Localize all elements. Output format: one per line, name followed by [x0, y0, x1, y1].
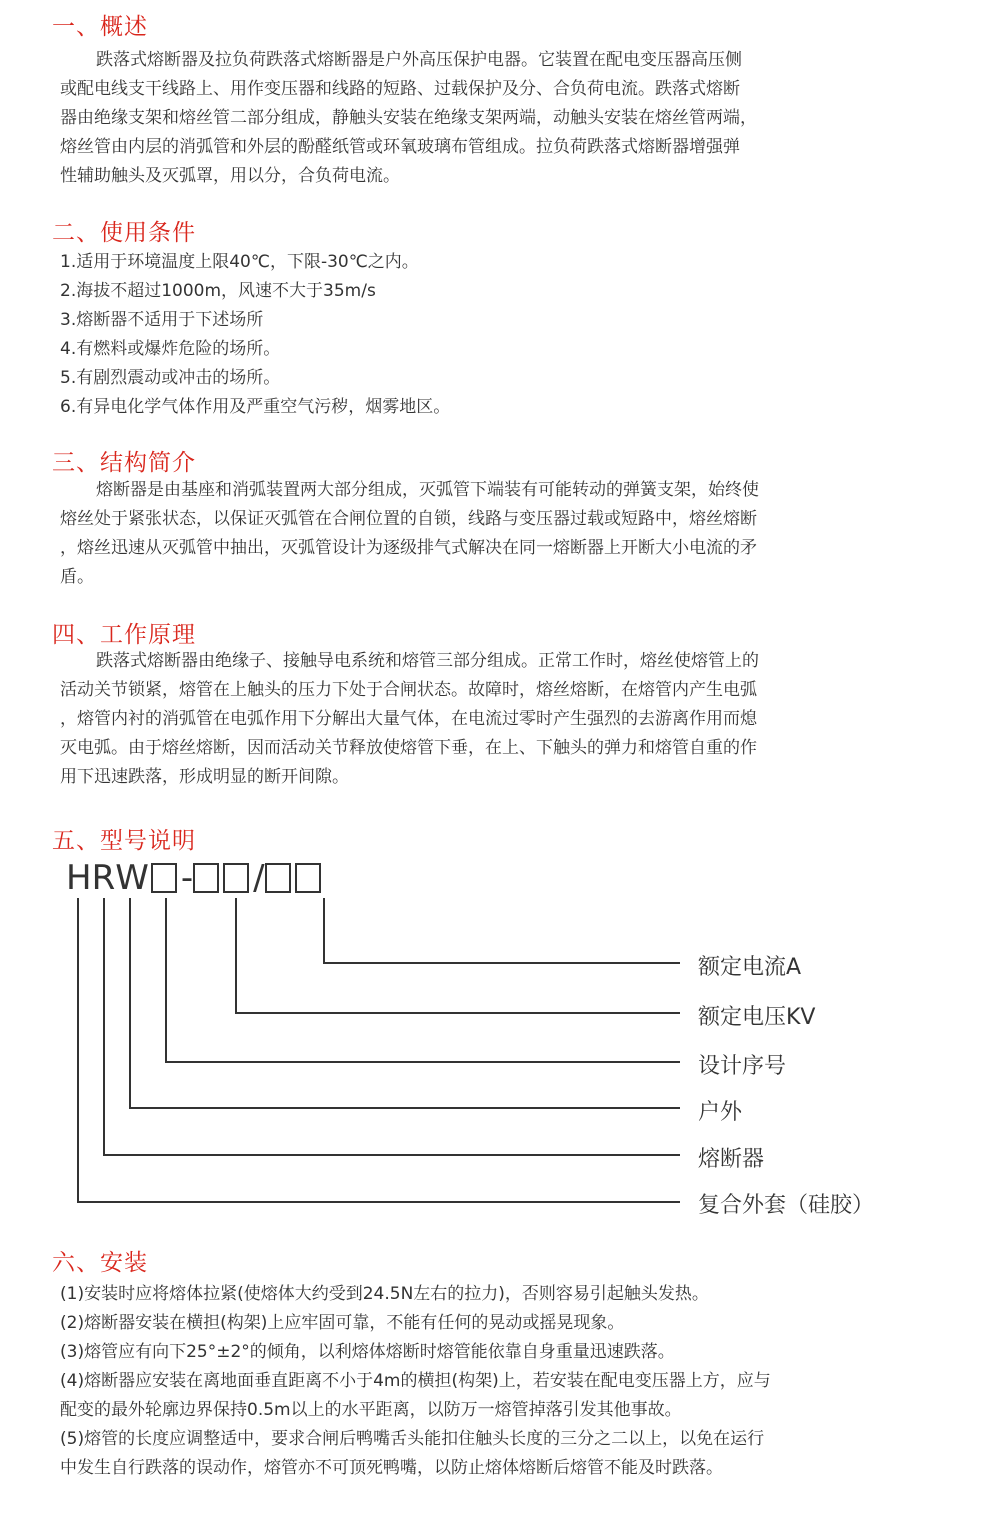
text-line: 或配电线支干线路上、用作变压器和线路的短路、过载保护及分、合负荷电流。跌落式熔断	[60, 79, 740, 99]
text-line: 跌落式熔断器及拉负荷跌落式熔断器是户外高压保护电器。它装置在配电变压器高压侧	[96, 50, 742, 70]
leader-line-outdoor	[130, 898, 680, 1108]
label-fuse: 熔断器	[698, 1147, 765, 1172]
label-composite-housing: 复合外套（硅胶）	[698, 1193, 875, 1218]
label-rated-voltage: 额定电压KV	[698, 1005, 816, 1030]
text-line: 性辅助触头及灭弧罩，用以分，合负荷电流。	[60, 166, 400, 186]
leader-line-fuse	[104, 898, 680, 1155]
section-title-installation: 六、安装	[52, 1250, 148, 1276]
text-line: 熔丝管由内层的消弧管和外层的酚醛纸管或环氧玻璃布管组成。拉负荷跌落式熔断器增强弹	[60, 137, 740, 157]
model-letter-h: H	[66, 858, 92, 898]
list-item: 中发生自行跌落的误动作，熔管亦不可顶死鸭嘴，以防止熔体熔断后熔管不能及时跌落。	[60, 1458, 723, 1478]
installation-list	[60, 1280, 880, 1483]
model-dash: -	[180, 858, 194, 898]
model-letter-w: W	[115, 858, 149, 898]
section-title-overview: 一、概述	[52, 14, 148, 40]
text-line: 盾。	[60, 567, 94, 587]
list-item: (4)熔断器应安装在离地面垂直距离不小于4m的横担(构架)上，若安装在配电变压器上方，应与	[60, 1371, 771, 1391]
text-line: 灭电弧。由于熔丝熔断，因而活动关节释放使熔管下垂，在上、下触头的弹力和熔管自重的作	[60, 738, 757, 758]
leader-line-current	[324, 898, 680, 963]
section-title-structure: 三、结构简介	[52, 450, 196, 476]
list-item: 4.有燃料或爆炸危险的场所。	[60, 339, 281, 359]
leader-line-housing	[78, 898, 680, 1202]
list-item: (2)熔断器安装在横担(构架)上应牢固可靠，不能有任何的晃动或摇晃现象。	[60, 1313, 625, 1333]
list-item: (3)熔管应有向下25°±2°的倾角，以利熔体熔断时熔管能依靠自身重量迅速跌落。	[60, 1342, 675, 1362]
list-item: 3.熔断器不适用于下述场所	[60, 310, 264, 330]
text-line: 熔丝处于紧张状态，以保证灭弧管在合闸位置的自锁，线路与变压器过载或短路中，熔丝熔断	[60, 509, 757, 529]
list-item: (5)熔管的长度应调整适中，要求合闸后鸭嘴舌头能扣住触头长度的三分之二以上，以免在运行	[60, 1429, 765, 1449]
section-title-conditions: 二、使用条件	[52, 220, 196, 246]
list-item: 配变的最外轮廓边界保持0.5m以上的水平距离，以防万一熔管掉落引发其他事故。	[60, 1400, 682, 1420]
text-line: 跌落式熔断器由绝缘子、接触导电系统和熔管三部分组成。正常工作时，熔丝使熔管上的	[96, 651, 759, 671]
list-item: (1)安装时应将熔体拉紧(使熔体大约受到24.5N左右的拉力)，否则容易引起触头发热。	[60, 1284, 709, 1304]
text-line: 活动关节锁紧，熔管在上触头的压力下处于合闸状态。故障时，熔丝熔断，在熔管内产生电弧	[60, 680, 757, 700]
text-line: ，熔管内衬的消弧管在电弧作用下分解出大量气体，在电流过零时产生强烈的去游离作用而熄	[60, 709, 757, 729]
text-line: 用下迅速跌落，形成明显的断开间隙。	[60, 767, 349, 787]
section-title-model: 五、型号说明	[52, 828, 196, 854]
label-design-number: 设计序号	[698, 1054, 787, 1079]
label-rated-current: 额定电流A	[698, 955, 802, 980]
text-line: ，熔丝迅速从灭弧管中抽出，灭弧管设计为逐级排气式解决在同一熔断器上开断大小电流的矛	[60, 538, 757, 558]
model-slash: /	[253, 858, 265, 898]
list-item: 5.有剧烈震动或冲击的场所。	[60, 368, 281, 388]
text-line: 熔断器是由基座和消弧装置两大部分组成，灭弧管下端装有可能转动的弹簧支架，始终使	[96, 480, 759, 500]
model-letter-r: R	[91, 858, 116, 898]
list-item: 2.海拔不超过1000m，风速不大于35m/s	[60, 281, 376, 301]
text-line: 器由绝缘支架和熔丝管二部分组成，静触头安装在绝缘支架两端，动触头安装在熔丝管两端，	[60, 108, 757, 128]
leader-line-design	[166, 898, 680, 1062]
list-item: 1.适用于环境温度上限40℃，下限-30℃之内。	[60, 252, 419, 272]
section-title-principle: 四、工作原理	[52, 622, 196, 648]
list-item: 6.有异电化学气体作用及严重空气污秽，烟雾地区。	[60, 397, 451, 417]
leader-line-voltage	[236, 898, 680, 1013]
label-outdoor: 户外	[698, 1100, 743, 1125]
